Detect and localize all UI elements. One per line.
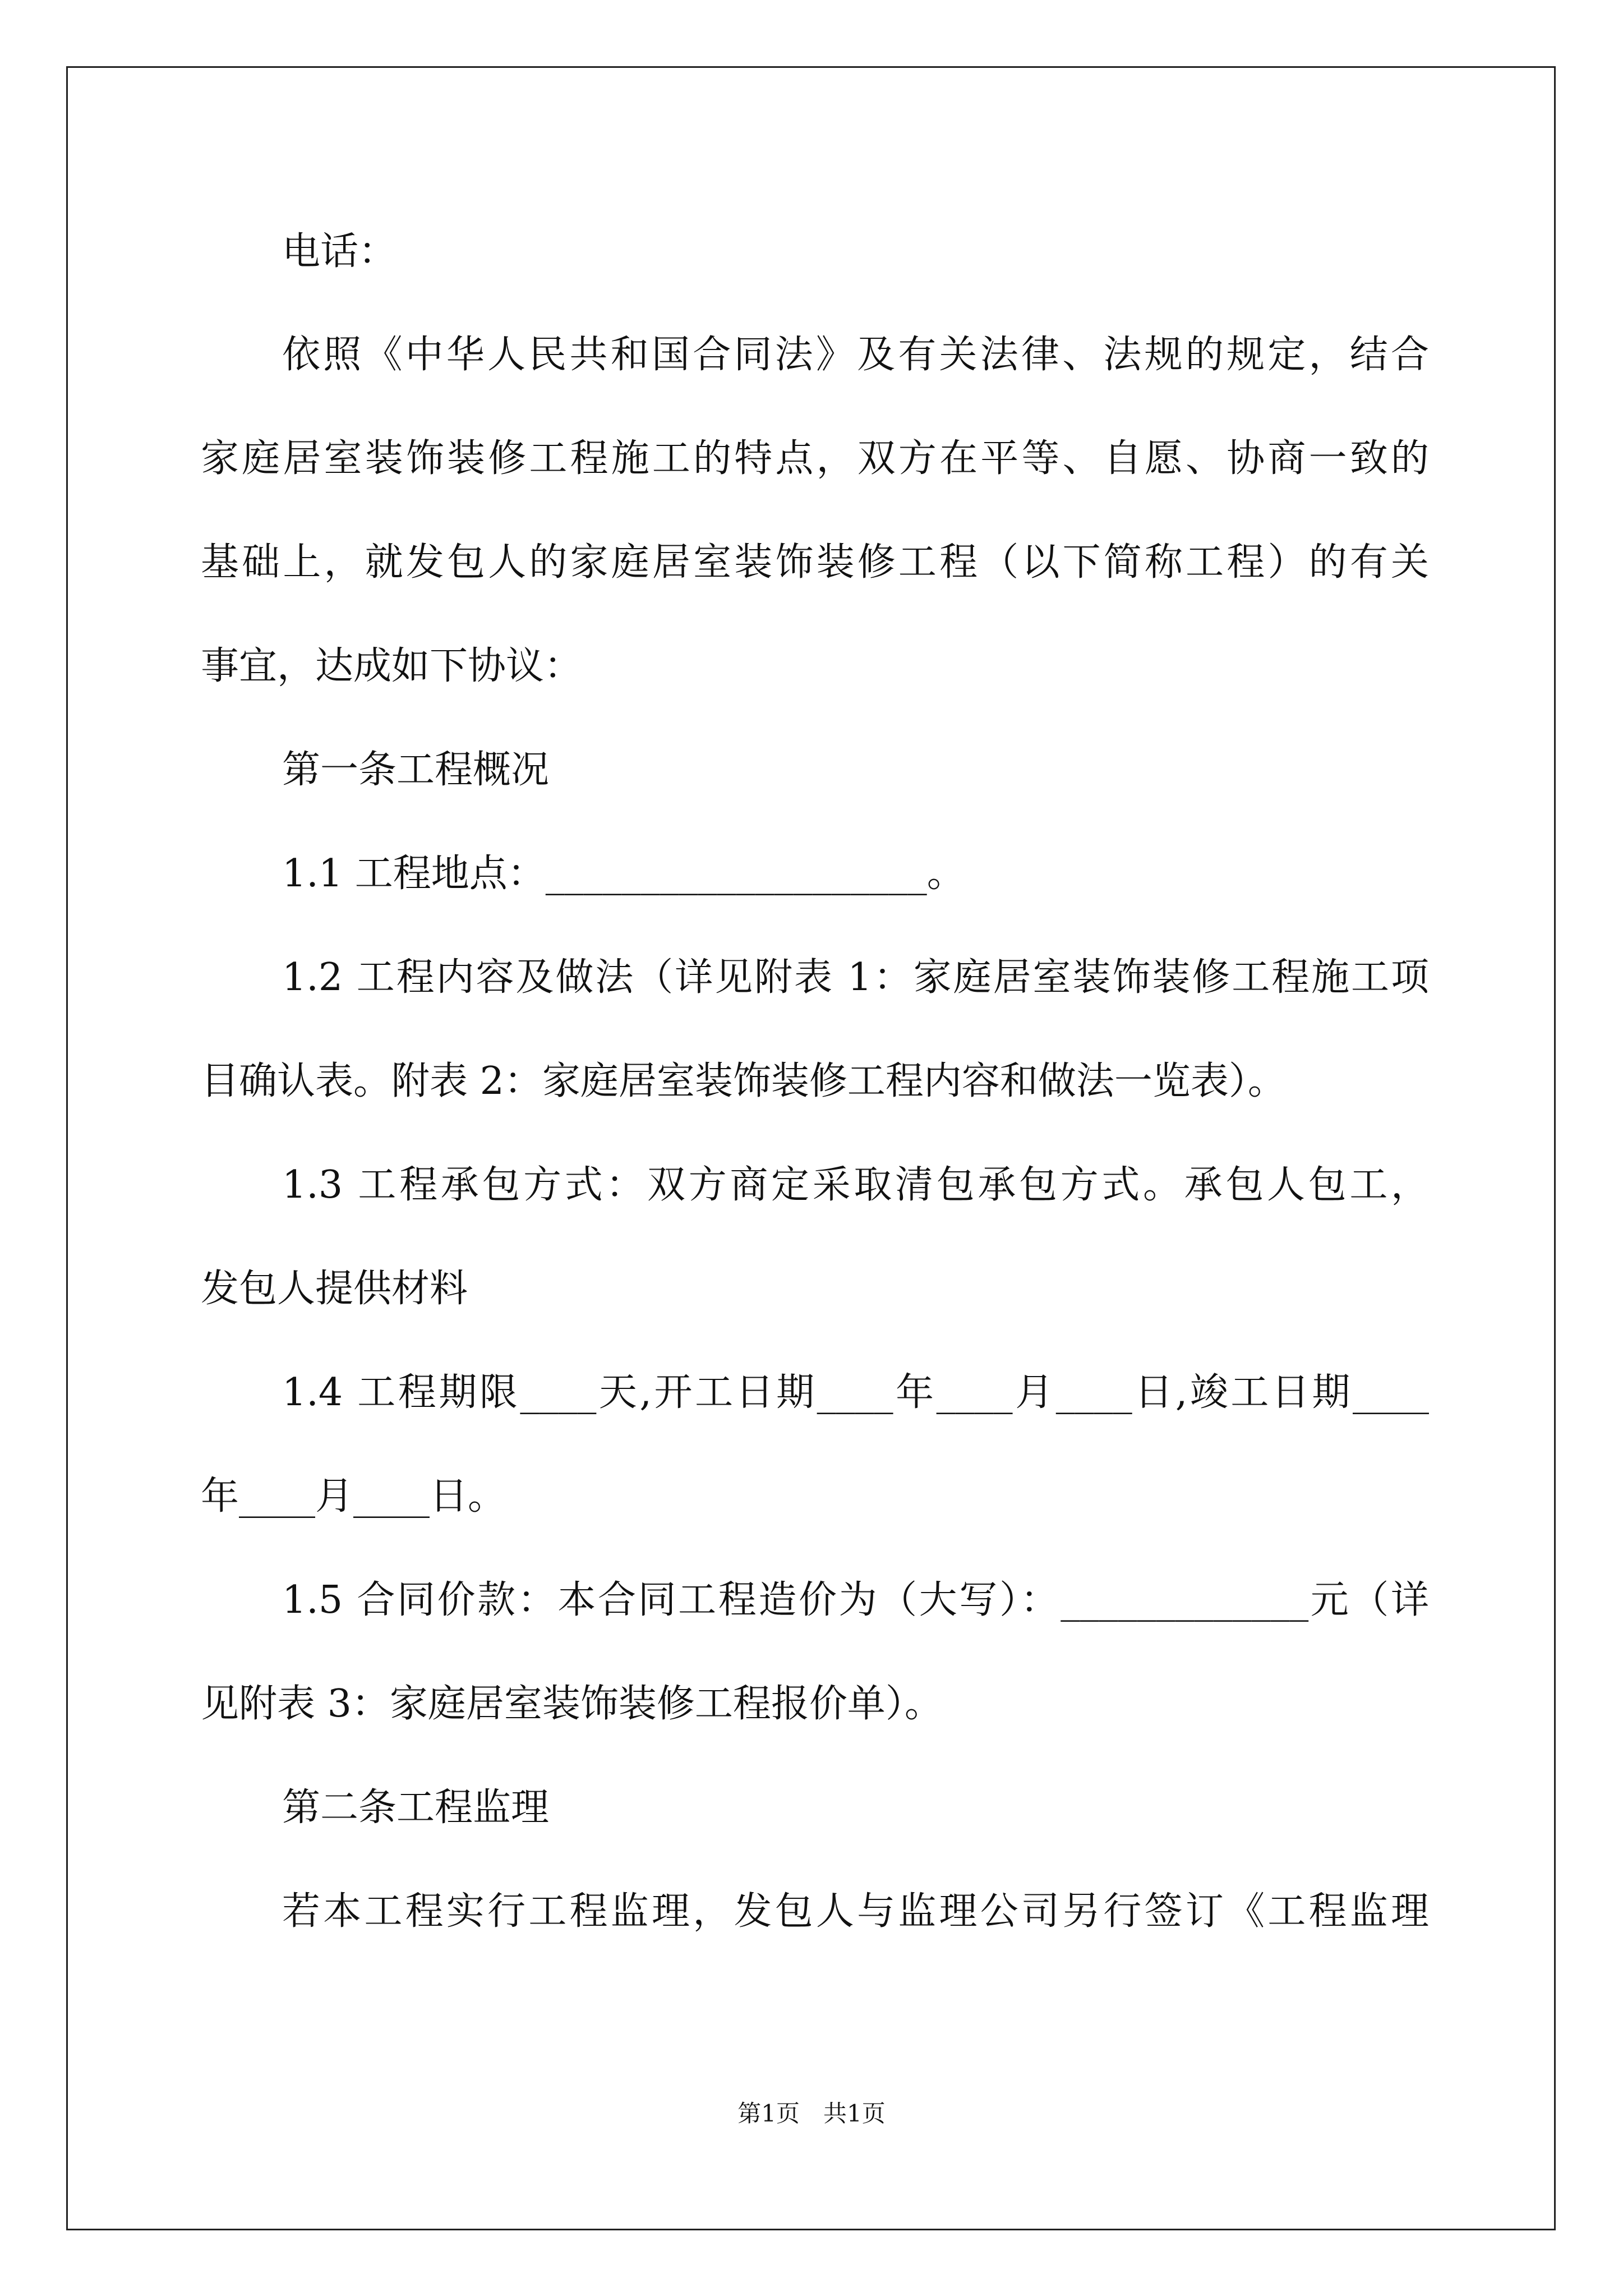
clause-1-3-line-1: 1.3 工程承包方式：双方商定采取清包承包方式。承包人包工，	[282, 1163, 1429, 1207]
clause-1-4-line-1: 1.4 工程期限____天,开工日期____年____月____日,竣工日期____	[282, 1370, 1429, 1415]
article-2-paragraph-line-1: 若本工程实行工程监理，发包人与监理公司另行签订《工程监理	[282, 1889, 1429, 1934]
intro-paragraph-line-4: 事宜，达成如下协议：	[201, 644, 583, 688]
clause-1-5-line-1: 1.5 合同价款：本合同工程造价为（大写）：_____________元（详	[282, 1578, 1429, 1622]
intro-paragraph-line-2: 家庭居室装饰装修工程施工的特点，双方在平等、自愿、协商一致的	[201, 436, 1429, 481]
clause-1-4-line-2: 年____月____日。	[201, 1474, 506, 1519]
intro-paragraph-line-1: 依照《中华人民共和国合同法》及有关法律、法规的规定，结合	[282, 333, 1429, 377]
clause-1-2-line-1: 1.2 工程内容及做法（详见附表 1：家庭居室装饰装修工程施工项	[282, 955, 1429, 1000]
intro-paragraph-line-3: 基础上，就发包人的家庭居室装饰装修工程（以下简称工程）的有关	[201, 540, 1429, 585]
clause-1-2-line-2: 目确认表。附表 2：家庭居室装饰装修工程内容和做法一览表）。	[201, 1059, 1286, 1103]
clause-1-3-line-2: 发包人提供材料	[201, 1267, 468, 1311]
article-1-heading: 第一条工程概况	[282, 748, 550, 792]
phone-line: 电话：	[282, 229, 397, 274]
clause-1-5-line-2: 见附表 3：家庭居室装饰装修工程报价单）。	[201, 1682, 943, 1726]
article-2-heading: 第二条工程监理	[282, 1786, 550, 1830]
clause-1-1: 1.1 工程地点：____________________。	[282, 852, 965, 896]
page-footer: 第1页 共1页	[737, 2100, 886, 2127]
